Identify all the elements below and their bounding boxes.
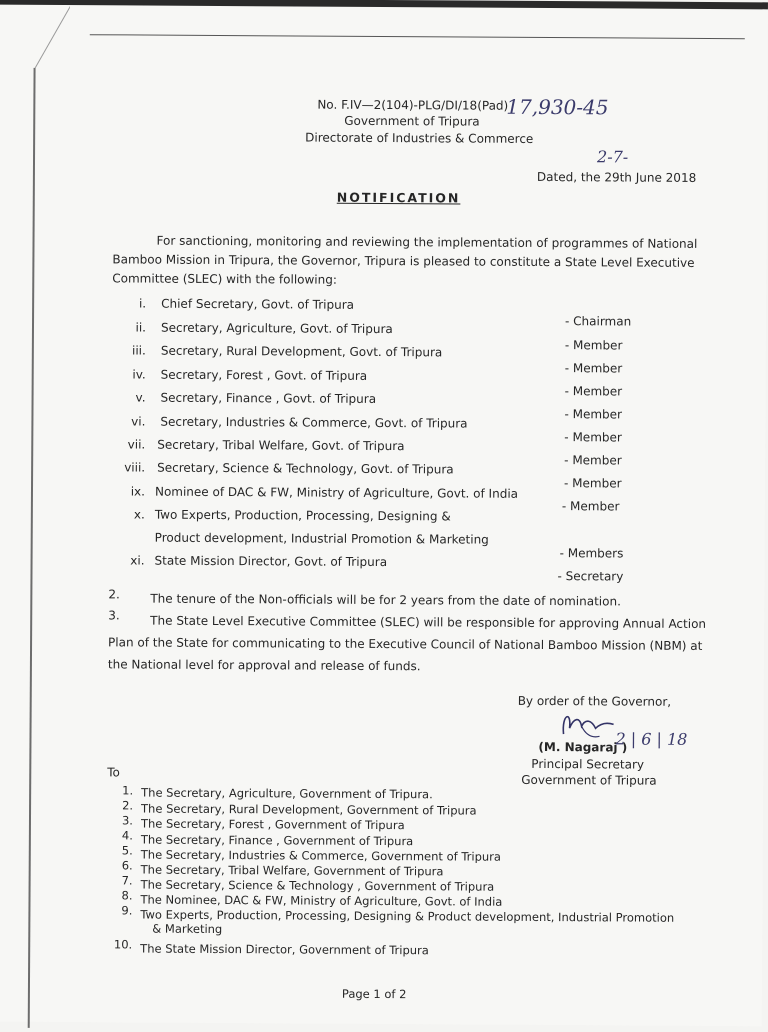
member-role: - Member xyxy=(561,499,620,514)
list-item-num: 1. xyxy=(122,783,134,798)
member-role: - Member xyxy=(564,361,623,376)
member-num: v. xyxy=(135,390,146,405)
list-item: The Nominee, DAC & FW, Ministry of Agriculture, Govt. of India xyxy=(140,892,503,909)
list-item: The Secretary, Science & Technology , Government of Tripura xyxy=(140,877,495,894)
list-item-cont: & Marketing xyxy=(152,921,223,937)
dated-line: Dated, the 29th June 2018 xyxy=(536,169,697,185)
list-item: The State Mission Director, Government of Tripura xyxy=(140,941,429,958)
member-role: - Member xyxy=(564,407,623,422)
member-num: vi. xyxy=(131,414,146,429)
para3-number: 3. xyxy=(108,608,120,623)
member-text: Chief Secretary, Govt. of Tripura xyxy=(161,296,355,312)
member-num: xi. xyxy=(130,553,145,568)
para3-line-2: Plan of the State for communicating to the Executive Council of National Bamboo Mission (NBM) at xyxy=(108,635,703,653)
member-num: ix. xyxy=(130,484,146,499)
to-label: To xyxy=(107,765,120,780)
member-role: - Chairman xyxy=(564,314,632,329)
list-item-num: 4. xyxy=(121,828,133,843)
directorate-name: Directorate of Industries & Commerce xyxy=(305,130,534,146)
government-name: Government of Tripura xyxy=(344,113,480,129)
list-item-num: 9. xyxy=(121,903,133,918)
para3-line-3: the National level for approval and release of funds. xyxy=(107,657,421,674)
member-text: Secretary, Science & Technology, Govt. of Tripura xyxy=(157,460,454,477)
file-number: No. F.IV—2(104)-PLG/DI/18(Pad) xyxy=(317,97,509,113)
member-text: Secretary, Rural Development, Govt. of Tripura xyxy=(160,343,443,360)
intro-line-1: For sanctioning, monitoring and reviewing the implementation of programmes of National xyxy=(156,233,698,251)
member-text: State Mission Director, Govt. of Tripura xyxy=(154,553,388,570)
member-text: Two Experts, Production, Processing, Designing & xyxy=(154,507,451,524)
list-item: The Secretary, Industries & Commerce, Government of Tripura xyxy=(140,847,502,864)
member-role: - Secretary xyxy=(557,569,624,584)
list-item: Two Experts, Production, Processing, Designing & Product development, Industrial Promotion xyxy=(140,907,675,925)
handwritten-number: 17,930-45 xyxy=(506,94,609,120)
scan-top-edge xyxy=(0,0,768,9)
member-num: viii. xyxy=(124,460,146,475)
intro-line-3: Committee (SLEC) with the following: xyxy=(112,271,337,287)
member-num: iii. xyxy=(131,343,146,358)
list-item: The Secretary, Forest , Government of Tripura xyxy=(140,816,405,833)
list-item: The Secretary, Rural Development, Government of Tripura xyxy=(141,801,477,818)
member-text: Secretary, Industries & Commerce, Govt. of Tripura xyxy=(160,414,468,431)
header-rule xyxy=(90,34,745,39)
member-role: - Members xyxy=(559,546,624,561)
list-item-num: 5. xyxy=(121,843,133,858)
member-text: Nominee of DAC & FW, Ministry of Agriculture, Govt. of India xyxy=(154,484,519,501)
intro-line-2: Bamboo Mission in Tripura, the Governor, Tripura is pleased to constitute a State Level Executive xyxy=(112,252,695,270)
list-item: The Secretary, Finance , Government of Tripura xyxy=(140,832,414,849)
list-item-num: 6. xyxy=(121,858,133,873)
list-item-num: 7. xyxy=(121,873,133,888)
member-num: vii. xyxy=(127,437,146,452)
list-item-num: 8. xyxy=(121,888,133,903)
by-order-label: By order of the Governor, xyxy=(517,693,672,709)
member-role: - Member xyxy=(564,430,622,445)
margin-line xyxy=(28,68,36,1028)
member-text: Secretary, Agriculture, Govt. of Tripura xyxy=(160,320,393,337)
signer-designation: Principal Secretary xyxy=(531,756,645,772)
member-text: Secretary, Forest , Govt. of Tripura xyxy=(160,367,368,383)
member-role: - Member xyxy=(564,453,622,468)
para2-text: The tenure of the Non-officials will be for 2 years from the date of nomination. xyxy=(150,591,621,609)
notification-title: NOTIFICATION xyxy=(336,189,461,206)
list-item-num: 3. xyxy=(121,813,134,828)
member-role: - Member xyxy=(564,476,622,491)
member-text-cont: Product development, Industrial Promotion & Marketing xyxy=(154,530,489,547)
signer-government: Government of Tripura xyxy=(521,772,657,788)
member-num: ii. xyxy=(135,320,147,335)
list-item-num: 2. xyxy=(122,798,134,813)
handwritten-date: 2-7- xyxy=(596,147,629,167)
signer-name: (M. Nagaraj ) xyxy=(538,739,628,755)
scan-corner-fold xyxy=(0,0,70,68)
member-num: i. xyxy=(138,296,147,311)
member-num: x. xyxy=(133,507,145,522)
member-role: - Member xyxy=(564,338,623,353)
para2-number: 2. xyxy=(108,587,120,602)
list-item-num: 10. xyxy=(113,937,133,952)
signature-date: 2 | 6 | 18 xyxy=(615,729,688,749)
page-number: Page 1 of 2 xyxy=(341,986,407,1002)
para3-line-1: The State Level Executive Committee (SLEC) will be responsible for approving Annual Action xyxy=(150,613,707,631)
member-num: iv. xyxy=(132,367,146,382)
member-text: Secretary, Tribal Welfare, Govt. of Tripura xyxy=(157,437,405,454)
list-item: The Secretary, Agriculture, Government of Tripura. xyxy=(141,785,433,802)
list-item: The Secretary, Tribal Welfare, Government of Tripura xyxy=(140,862,444,879)
member-role: - Member xyxy=(564,384,623,399)
member-text: Secretary, Finance , Govt. of Tripura xyxy=(160,390,377,406)
